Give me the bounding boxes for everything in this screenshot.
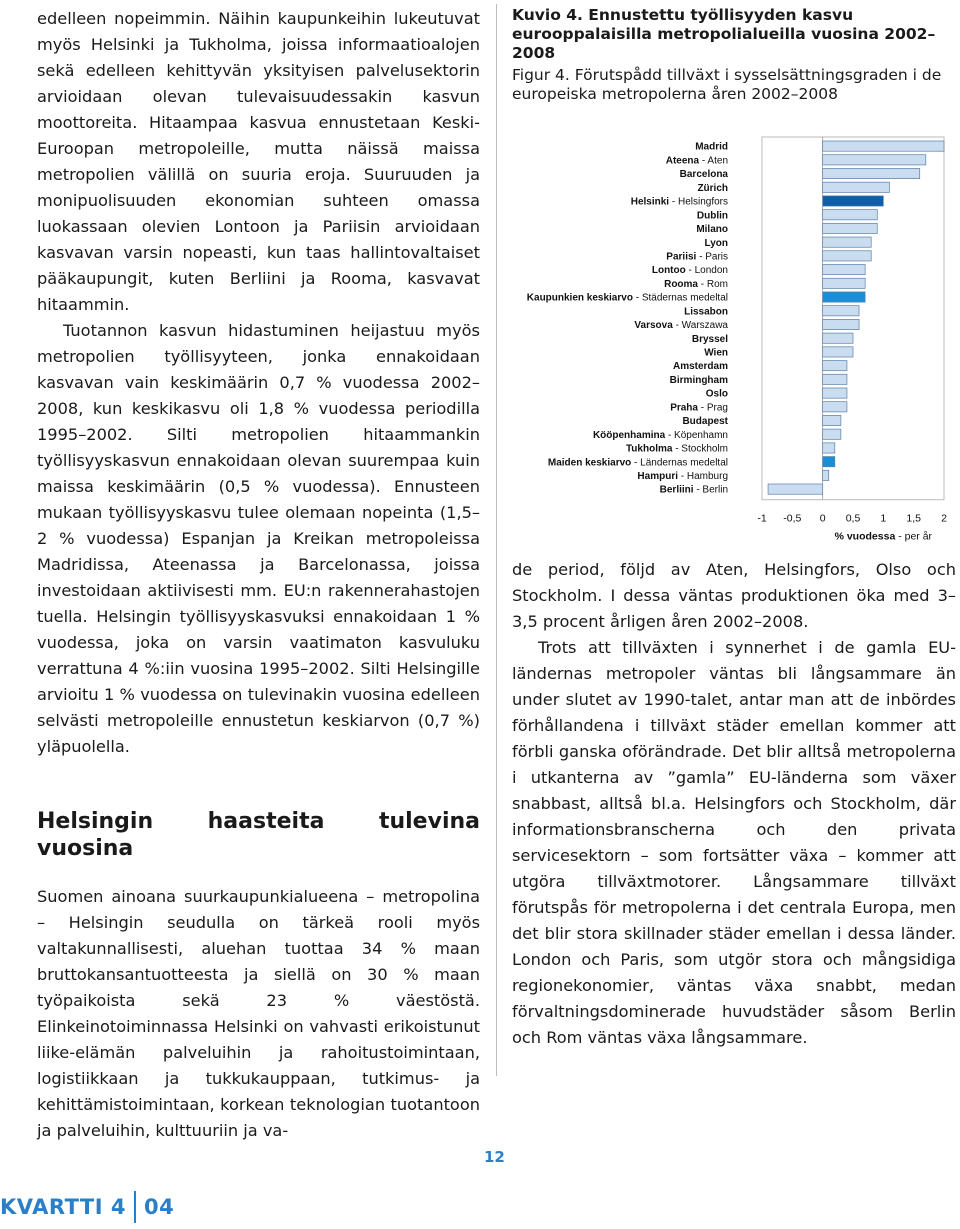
bar (823, 443, 835, 453)
bar (823, 141, 944, 151)
x-tick-label: -0,5 (783, 512, 802, 525)
left-column (37, 6, 480, 1144)
category-label: Helsinki - Helsingfors (630, 196, 728, 208)
category-label: Pariisi - Paris (666, 251, 728, 263)
category-label: Maiden keskiarvo - Ländernas medeltal (547, 457, 728, 469)
category-label: Oslo (705, 388, 728, 400)
page-number: 12 (484, 1148, 505, 1166)
employment-growth-chart (512, 135, 952, 545)
x-tick-label: -1 (757, 512, 767, 525)
bar (823, 223, 878, 233)
bar (823, 251, 872, 261)
category-label: Ateena - Aten (665, 155, 728, 167)
bar (823, 292, 865, 302)
left-paragraph-3: Suomen ainoana suurkaupunkialueena – metropolina – Helsingin seudulla on tärkeä rooli myös valtakunnallisesti, aluehan tuottaa 34 % maan bruttokansantuotteesta ja siellä on 30 % maan työpaikoista sekä 23 % väestöstä. Elinkeinotoiminnassa Helsinki on vahvasti erikoistunut liike-elämän palveluihin ja rahoitustoimintaan, logistiikkaan ja tukkukauppaan, tutkimus- ja kehittämistoimintaan, korkean teknologian tuotantoon ja palveluihin, kulttuuriin ja va- (37, 887, 480, 1140)
bar (823, 182, 890, 192)
bar (823, 429, 841, 439)
category-label: Budapest (682, 416, 728, 428)
category-label: Kööpenhamina - Köpenhamn (592, 429, 728, 441)
bar (823, 374, 847, 384)
bar (823, 457, 835, 467)
category-label: Berliini - Berlin (659, 484, 728, 496)
category-label: Lissabon (684, 306, 728, 318)
x-tick-label: 2 (941, 512, 947, 525)
bar (823, 333, 853, 343)
figure-caption (512, 6, 956, 104)
category-label: Dublin (696, 210, 728, 222)
right-paragraph-2: Trots att tillväxten i synnerhet i de gamla EU-ländernas metropoler väntas bli långsammare än under slutet av 1990-talet, antar man att de inbördes förhållandena i tillväxt städer emellan kommer att förbli ganska oförändrade. Det blir alltså metropolerna i utkanterna av ”gamla” EU-länderna som växer snabbast, alltså bl.a. Helsingfors och Stockholm, där informationsbranscherna och den privata servicesektorn – som fortsätter växa – kommer att utgöra tillväxtmotorer. Långsammare tillväxt förutspås för metropolerna i det centrala Europa, men det blir stora skillnader städer emellan i dessa länder. London och Paris, som utgör stora och mångsidiga regionekonomier, väntas växa snabbt, medan förvaltningsdominerade huvudstäder såsom Berlin och Rom väntas växa långsammare. (512, 638, 956, 1047)
section-heading: Helsingin haasteita tulevina vuosina (37, 809, 480, 861)
bar (823, 415, 841, 425)
category-label: Lyon (704, 237, 728, 249)
bar (823, 470, 829, 480)
category-label: Amsterdam (672, 361, 728, 373)
bar (823, 347, 853, 357)
category-label: Zürich (697, 182, 728, 194)
footer-brand (0, 1190, 174, 1224)
brand-separator (134, 1191, 136, 1223)
x-tick-label: 1,5 (906, 512, 921, 525)
bar (823, 264, 865, 274)
bar (823, 402, 847, 412)
category-label: Varsova - Warszawa (634, 320, 728, 332)
x-tick-label: 0 (819, 512, 826, 525)
bar (823, 196, 884, 206)
right-column (512, 557, 956, 1051)
brand-name: KVARTTI 4 (0, 1195, 126, 1219)
bar (823, 388, 847, 398)
category-label: Milano (696, 224, 728, 236)
left-paragraph-1: edelleen nopeimmin. Näihin kaupunkeihin lukeutuvat myös Helsinki ja Tukholma, joissa informaatioalojen sekä edelleen kehittyvän yksityisen palvelusektorin arvioidaan olevan tulevaisuudessakin kasvun moottoreita. Hitaampaa kasvua ennustetaan Keski-Euroopan metropoleille, mutta näissä maissa metropolien välillä on suuria eroja. Suuruuden ja monipuolisuuden ekonomian suhteen omassa luokassaan olevien Lontoon ja Pariisin arvioidaan kasvavan varsin nopeasti, kun taas hallintovaltaiset pääkaupungit, kuten Berliini ja Rooma, kasvavat hitaammin. (37, 9, 480, 314)
category-label: Praha - Prag (670, 402, 728, 414)
column-divider (496, 4, 497, 1076)
x-axis-label: % vuodessa - per år (834, 530, 933, 543)
bar (823, 361, 847, 371)
bar (823, 168, 920, 178)
x-tick-label: 0,5 (845, 512, 861, 525)
bar (823, 155, 926, 165)
category-label: Birmingham (669, 374, 728, 386)
x-tick-label: 1 (880, 512, 887, 525)
figure-title-fi: Kuvio 4. Ennustettu työllisyyden kasvu eurooppalaisilla metropolialueilla vuosina 2002–2008 (512, 6, 936, 62)
bar (823, 237, 872, 247)
brand-issue: 04 (143, 1195, 175, 1219)
category-label: Rooma - Rom (664, 278, 728, 290)
right-paragraph-1: de period, följd av Aten, Helsingfors, Olso och Stockholm. I dessa väntas produktionen öka med 3–3,5 procent årligen åren 2002–2008. (512, 560, 956, 631)
bar (823, 210, 878, 220)
bar (823, 278, 865, 288)
category-label: Bryssel (691, 333, 728, 345)
category-label: Lontoo - London (651, 265, 728, 277)
bar (768, 484, 823, 494)
category-label: Barcelona (679, 169, 728, 181)
left-paragraph-2: Tuotannon kasvun hidastuminen heijastuu myös metropolien työllisyyteen, jonka ennakoidaan kasvavan vain keskimäärin 0,7 % vuodessa 2002–2008, kun keskikasvu oli 1,8 % vuodessa periodilla 1995–2002. Silti metropolien hitaammankin työllisyyskasvun ennakoidaan olevan suurempaa kuin maissa keskimäärin (0,5 % vuodessa). Ennusteen mukaan työllisyyskasvu tulee olemaan nopeinta (1,5–2 % vuodessa) Espanjan ja Kreikan metropoleissa Madridissa, Ateenassa ja Barcelonassa, joissa investoidaan aktiivisesti mm. EU:n rakennerahastojen tuella. Helsingin työllisyyskasvuksi ennakoidaan 1 % vuodessa, joka on varsin vaatimaton kasvuluku verrattuna 4 %:iin vuosina 1995–2002. Silti Helsingille arvioitu 1 % vuodessa on tulevinakin vuosina edelleen selvästi metropoleille ennustetun keskiarvon (0,7 %) yläpuolella. (37, 321, 480, 756)
category-label: Wien (704, 347, 728, 359)
figure-title-sv: Figur 4. Förutspådd tillväxt i sysselsättningsgraden i de europeiska metropolerna åren 2002–2008 (512, 66, 942, 103)
bar (823, 306, 859, 316)
bar (823, 319, 859, 329)
category-label: Hampuri - Hamburg (637, 471, 728, 482)
category-label: Kaupunkien keskiarvo - Städernas medeltal (526, 292, 728, 304)
category-label: Tukholma - Stockholm (625, 443, 728, 455)
category-label: Madrid (695, 141, 728, 153)
